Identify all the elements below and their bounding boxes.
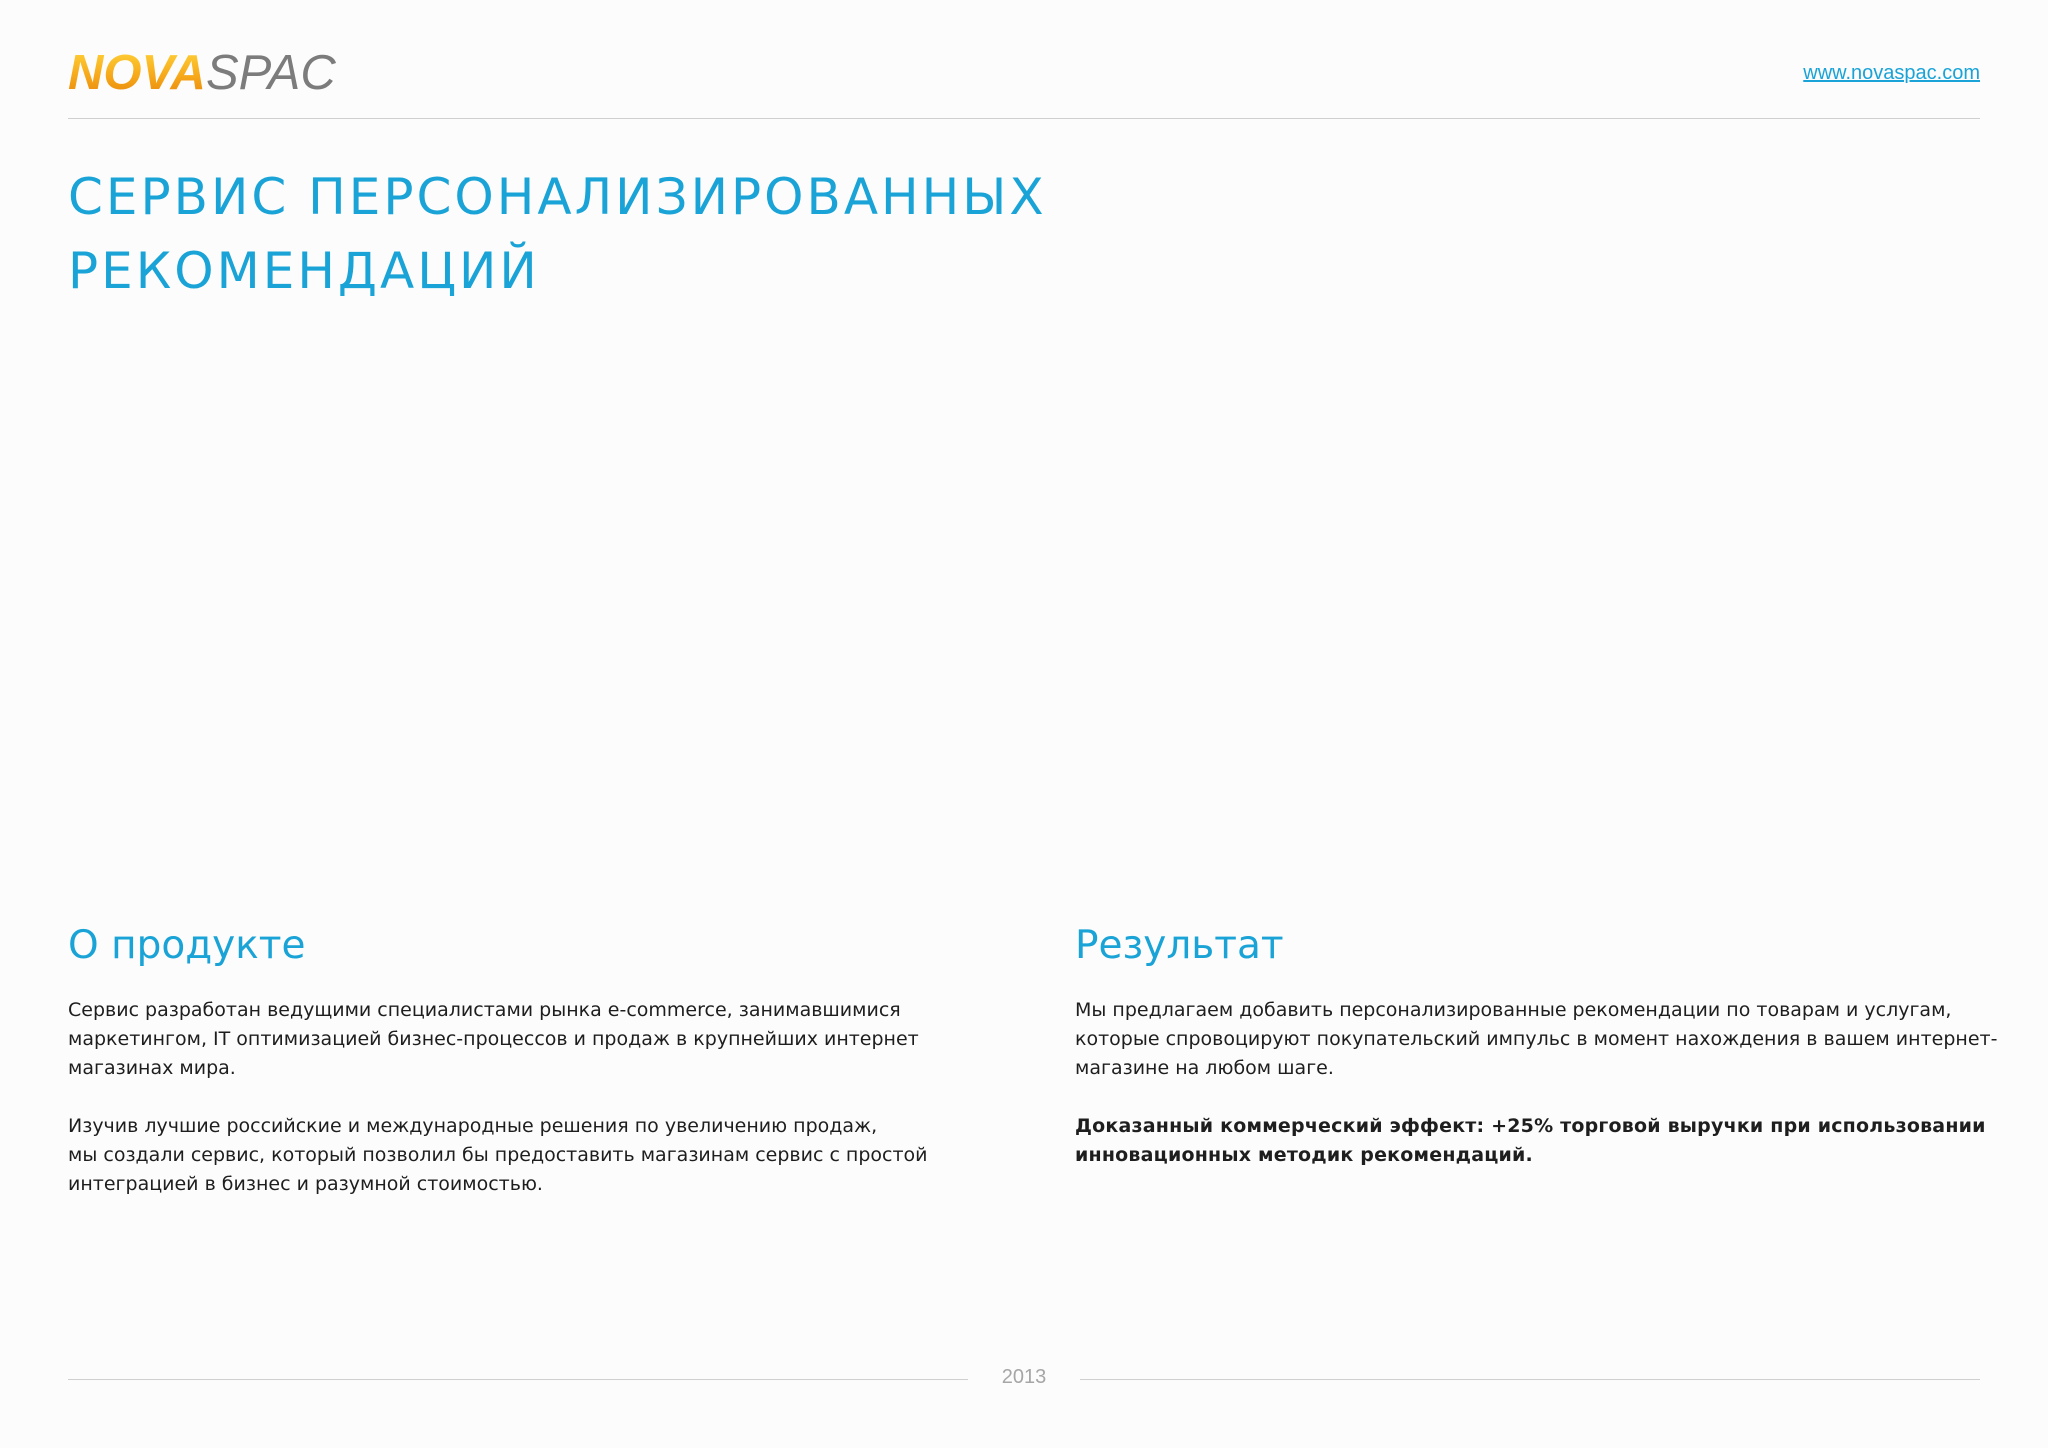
about-product-section <box>68 918 968 1228</box>
page-title <box>68 160 1168 308</box>
about-paragraph-2 <box>68 1112 968 1199</box>
about-paragraph-1-line: магазинах мира. <box>68 1057 236 1079</box>
website-link[interactable]: www.novaspac.com <box>1803 62 1980 84</box>
page-title-line-2: РЕКОМЕНДАЦИЙ <box>68 242 540 300</box>
result-heading: Результат <box>1075 923 1284 968</box>
logo-spac-text: SPAC <box>205 46 336 100</box>
result-highlight-line: инновационных методик рекомендаций. <box>1075 1144 1533 1166</box>
about-paragraph-2-line: интеграцией в бизнес и разумной стоимостью. <box>68 1173 543 1195</box>
result-paragraph-1-line: которые спровоцируют покупательский импульс в момент нахождения в вашем интернет- <box>1075 1028 1998 1050</box>
result-highlight-paragraph <box>1075 1112 1985 1170</box>
result-paragraph-1-line: Мы предлагаем добавить персонализированные рекомендации по товарам и услугам, <box>1075 999 1952 1021</box>
logo-nova-text: NOVA <box>68 46 206 100</box>
result-paragraph-1-line: магазине на любом шаге. <box>1075 1057 1334 1079</box>
about-product-heading: О продукте <box>68 923 306 968</box>
about-paragraph-1 <box>68 996 968 1083</box>
about-paragraph-2-line: мы создали сервис, который позволил бы предоставить магазинам сервис с простой <box>68 1144 928 1166</box>
about-paragraph-2-line: Изучив лучшие российские и международные решения по увеличению продаж, <box>68 1115 878 1137</box>
footer-divider-left <box>68 1379 968 1380</box>
result-highlight-line: Доказанный коммерческий эффект: +25% торговой выручки при использовании <box>1075 1115 1986 1137</box>
result-section <box>1075 918 1998 1199</box>
result-paragraph-1 <box>1075 996 1998 1083</box>
about-paragraph-1-line: маркетингом, IT оптимизацией бизнес-процессов и продаж в крупнейших интернет <box>68 1028 919 1050</box>
about-paragraph-1-line: Сервис разработан ведущими специалистами рынка e-commerce, занимавшимися <box>68 999 901 1021</box>
page-title-line-1: СЕРВИС ПЕРСОНАЛИЗИРОВАННЫХ <box>68 168 1047 226</box>
footer-year: 2013 <box>1001 1366 1047 1388</box>
header-divider <box>68 118 1980 119</box>
novaspac-logo <box>68 44 336 98</box>
footer-divider-right <box>1080 1379 1980 1380</box>
